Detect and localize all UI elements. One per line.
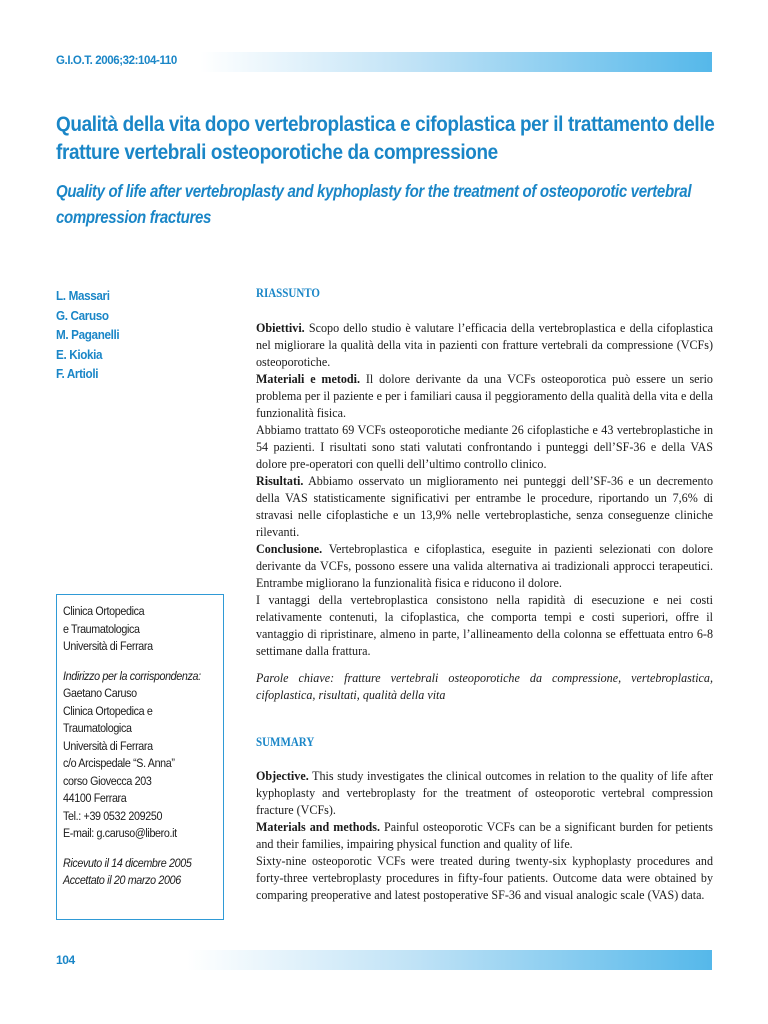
page-number: 104 xyxy=(56,953,75,967)
paragraph xyxy=(256,320,713,371)
correspondence-line: Clinica Ortopedica e xyxy=(63,703,153,718)
received-date: Ricevuto il 14 dicembre 2005 xyxy=(63,855,192,870)
paragraph xyxy=(256,541,713,592)
keywords: Parole chiave: fratture vertebrali osteoporotiche da compressione, vertebroplastica, cifoplastica, risultati, qualità della vita xyxy=(256,671,713,702)
author: F. Artioli xyxy=(56,366,99,381)
paragraph xyxy=(256,473,713,541)
correspondence-line: Tel.: +39 0532 209250 xyxy=(63,808,163,823)
objective-label: Objective. xyxy=(256,769,309,783)
paragraph xyxy=(256,819,713,853)
journal-header-bar xyxy=(56,52,712,72)
methods-text: Painful osteoporotic VCFs can be a significant burden for petients and their families, impairing physical function and quality of life. xyxy=(256,820,713,851)
email-line: E-mail: g.caruso@libero.it xyxy=(63,826,177,840)
correspondence-line: Gaetano Caruso xyxy=(63,686,137,700)
institution-line: Università di Ferrara xyxy=(63,639,153,653)
paragraph: I vantaggi della vertebroplastica consistono nella rapidità di esecuzione e nei costi relativamente contenuti, la cifoplastica, che comporta tempi e costi superiori, offre il vantaggio di ripristinare, almeno in parte, l’allineamento della colonna se effettuata entro 6-8 settimane dalla frattura. xyxy=(256,593,713,658)
correspondence-line: Traumatologica xyxy=(63,721,132,735)
author: M. Paganelli xyxy=(56,327,120,342)
paragraph: Abbiamo trattato 69 VCFs osteoporotiche mediante 26 cifoplastiche e 43 vertebroplastiche in 54 pazienti. I risultati sono stati valutati confrontando i punteggi dell’SF-36 e della VAS dolore pre-operatori con quelli dell’ultimo controllo clinico. xyxy=(256,423,713,471)
journal-citation: G.I.O.T. 2006;32:104-110 xyxy=(56,55,177,67)
obiettivi-text: Scopo dello studio è valutare l’efficacia della vertebroplastica e della cifoplastica nel migliorare la qualità della vita in pazienti con fratture vertebrali da compressione (VCFs) osteoporotiche. xyxy=(256,321,713,369)
author: G. Caruso xyxy=(56,307,109,323)
risultati-text: Abbiamo osservato un miglioramento nei punteggi dell’SF-36 e un decremento della VAS statisticamente significativi per entrambe le procedure, riportando un 7,6% di stravasi nelle cifoplastiche e un 13,9% nelle vertebroplastiche, senza conseguenze cliniche rilevanti. xyxy=(256,474,713,539)
riassunto-heading: RIASSUNTO xyxy=(256,286,320,300)
objective-text: This study investigates the clinical outcomes in relation to the quality of life after kyphoplasty and vertebroplasty for the treatment of osteoporotic vertebral compression fracture (VCFs). xyxy=(256,769,713,817)
correspondence-line: c/o Arcispedale “S. Anna” xyxy=(63,756,175,770)
paragraph xyxy=(256,371,713,422)
correspondence-line: Università di Ferrara xyxy=(63,738,153,753)
metodi-label: Materiali e metodi. xyxy=(256,372,361,386)
risultati-label: Risultati. xyxy=(256,474,304,488)
affiliation-box xyxy=(56,594,224,920)
footer-bar xyxy=(56,950,712,970)
riassunto-body xyxy=(256,320,713,704)
institution-line: e Traumatologica xyxy=(63,621,140,636)
accepted-date: Accettato il 20 marzo 2006 xyxy=(63,873,181,887)
paragraph: Sixty-nine osteoporotic VCFs were treated during twenty-six kyphoplasty procedures and forty-three vertebroplasty procedures in fifty-four patients. Outcome data were obtained by comparing preoperative and latest postoperative SF-36 and visual analogic scale (VAS) data. xyxy=(256,854,713,902)
summary-heading: SUMMARY xyxy=(256,735,315,749)
conclusione-text: Vertebroplastica e cifoplastica, eseguite in pazienti selezionati con dolore derivante da VCFs, possono essere una valida alternativa ai tradizionali approcci terapeutici. Entrambe migliorano la funzionalità fisica e riducono il dolore. xyxy=(256,542,713,590)
title-italian: Qualità della vita dopo vertebroplastica e cifoplastica per il trattamento delle fratture vertebrali osteoporotiche da compressione xyxy=(56,112,715,164)
correspondence-line: 44100 Ferrara xyxy=(63,791,127,805)
obiettivi-label: Obiettivi. xyxy=(256,321,305,335)
metodi-text: Il dolore derivante da una VCFs osteoporotica può essere un serio problema per il paziente e per i familiari causa il peggioramento della qualità della vita e della funzionalità fisica. xyxy=(256,372,713,420)
correspondence-label: Indirizzo per la corrispondenza: xyxy=(63,668,201,683)
methods-label: Materials and methods. xyxy=(256,820,380,834)
correspondence-line: corso Giovecca 203 xyxy=(63,773,152,788)
author: E. Kiokia xyxy=(56,346,103,362)
author-list xyxy=(56,286,226,384)
paragraph xyxy=(256,768,713,819)
institution-line: Clinica Ortopedica xyxy=(63,604,145,618)
summary-body xyxy=(256,768,713,904)
author: L. Massari xyxy=(56,288,110,303)
conclusione-label: Conclusione. xyxy=(256,542,323,556)
title-english: Quality of life after vertebroplasty and kyphoplasty for the treatment of osteoporotic vertebral compression fractures xyxy=(56,181,692,227)
